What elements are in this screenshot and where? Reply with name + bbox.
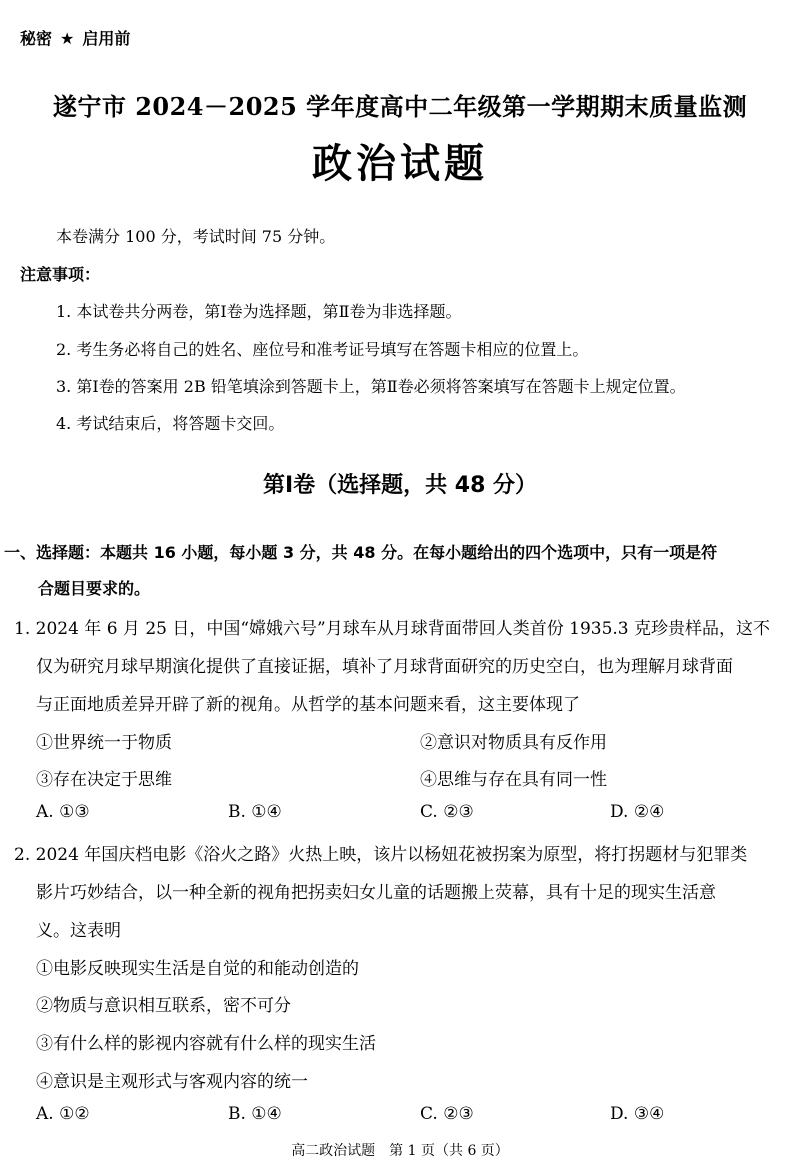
question-2-line: 义。这表明 bbox=[36, 921, 121, 941]
before-use-text: 启用前 bbox=[82, 29, 131, 48]
question-1-option-c: C. ②③ bbox=[420, 802, 474, 822]
page-footer: 高二政治试题 第 1 页（共 6 页） bbox=[291, 1143, 509, 1159]
question-1-line: 1. 2024 年 6 月 25 日，中国“嫦娥六号”月球车从月球背面带回人类首份 1935.3 克珍贵样品，这不 bbox=[14, 619, 771, 639]
question-1-line: 与正面地质差异开辟了新的视角。从哲学的基本问题来看，这主要体现了 bbox=[36, 695, 580, 715]
question-2-line: 影片巧妙结合，以一种全新的视角把拐卖妇女儿童的话题搬上荧幕，具有十足的现实生活意 bbox=[36, 883, 716, 903]
question-2-line: 2. 2024 年国庆档电影《浴火之路》火热上映，该片以杨妞花被拐案为原型，将打拐题材与犯罪类 bbox=[14, 845, 748, 865]
question-1-statement: ①世界统一于物质 bbox=[36, 733, 172, 753]
question-2-option-d: D. ③④ bbox=[610, 1104, 665, 1124]
question-2-option-a: A. ①② bbox=[36, 1104, 90, 1124]
confidential-label bbox=[20, 26, 130, 49]
note-item: 4. 考试结束后，将答题卡交回。 bbox=[56, 414, 285, 433]
section-heading-line2: 合题目要求的。 bbox=[38, 579, 151, 598]
question-2-option-b: B. ①④ bbox=[228, 1104, 282, 1124]
exam-intro: 本卷满分 100 分，考试时间 75 分钟。 bbox=[56, 227, 336, 246]
note-item: 1. 本试卷共分两卷，第Ⅰ卷为选择题，第Ⅱ卷为非选择题。 bbox=[56, 302, 462, 321]
question-2-statement: ③有什么样的影视内容就有什么样的现实生活 bbox=[36, 1034, 376, 1054]
question-1-statement: ③存在决定于思维 bbox=[36, 770, 172, 790]
question-1-statement: ④思维与存在具有同一性 bbox=[420, 770, 607, 790]
question-1-option-a: A. ①③ bbox=[36, 802, 90, 822]
question-1-option-b: B. ①④ bbox=[228, 802, 282, 822]
note-item: 2. 考生务必将自己的姓名、座位号和准考证号填写在答题卡相应的位置上。 bbox=[56, 340, 589, 359]
question-2-option-c: C. ②③ bbox=[420, 1104, 474, 1124]
question-2-statement: ④意识是主观形式与客观内容的统一 bbox=[36, 1072, 308, 1092]
section-heading-line1: 一、选择题：本题共 16 小题，每小题 3 分，共 48 分。在每小题给出的四个选项中，只有一项是符 bbox=[4, 543, 718, 562]
question-2-statement: ②物质与意识相互联系，密不可分 bbox=[36, 996, 291, 1016]
question-2-statement: ①电影反映现实生活是自觉的和能动创造的 bbox=[36, 959, 359, 979]
question-1-option-d: D. ②④ bbox=[610, 802, 665, 822]
subject-title: 政治试题 bbox=[312, 141, 488, 187]
star-icon: ★ bbox=[60, 29, 75, 48]
question-1-line: 仅为研究月球早期演化提供了直接证据，填补了月球背面研究的历史空白，也为理解月球背面 bbox=[36, 657, 733, 677]
part-one-heading: 第Ⅰ卷（选择题，共 48 分） bbox=[262, 473, 538, 498]
exam-title: 遂宁市 2024－2025 学年度高中二年级第一学期期末质量监测 bbox=[52, 92, 748, 121]
question-1-statement: ②意识对物质具有反作用 bbox=[420, 733, 607, 753]
notes-heading: 注意事项： bbox=[20, 265, 101, 284]
note-item: 3. 第Ⅰ卷的答案用 2B 铅笔填涂到答题卡上，第Ⅱ卷必须将答案填写在答题卡上规定位置。 bbox=[56, 377, 686, 396]
secret-text: 秘密 bbox=[20, 29, 53, 48]
